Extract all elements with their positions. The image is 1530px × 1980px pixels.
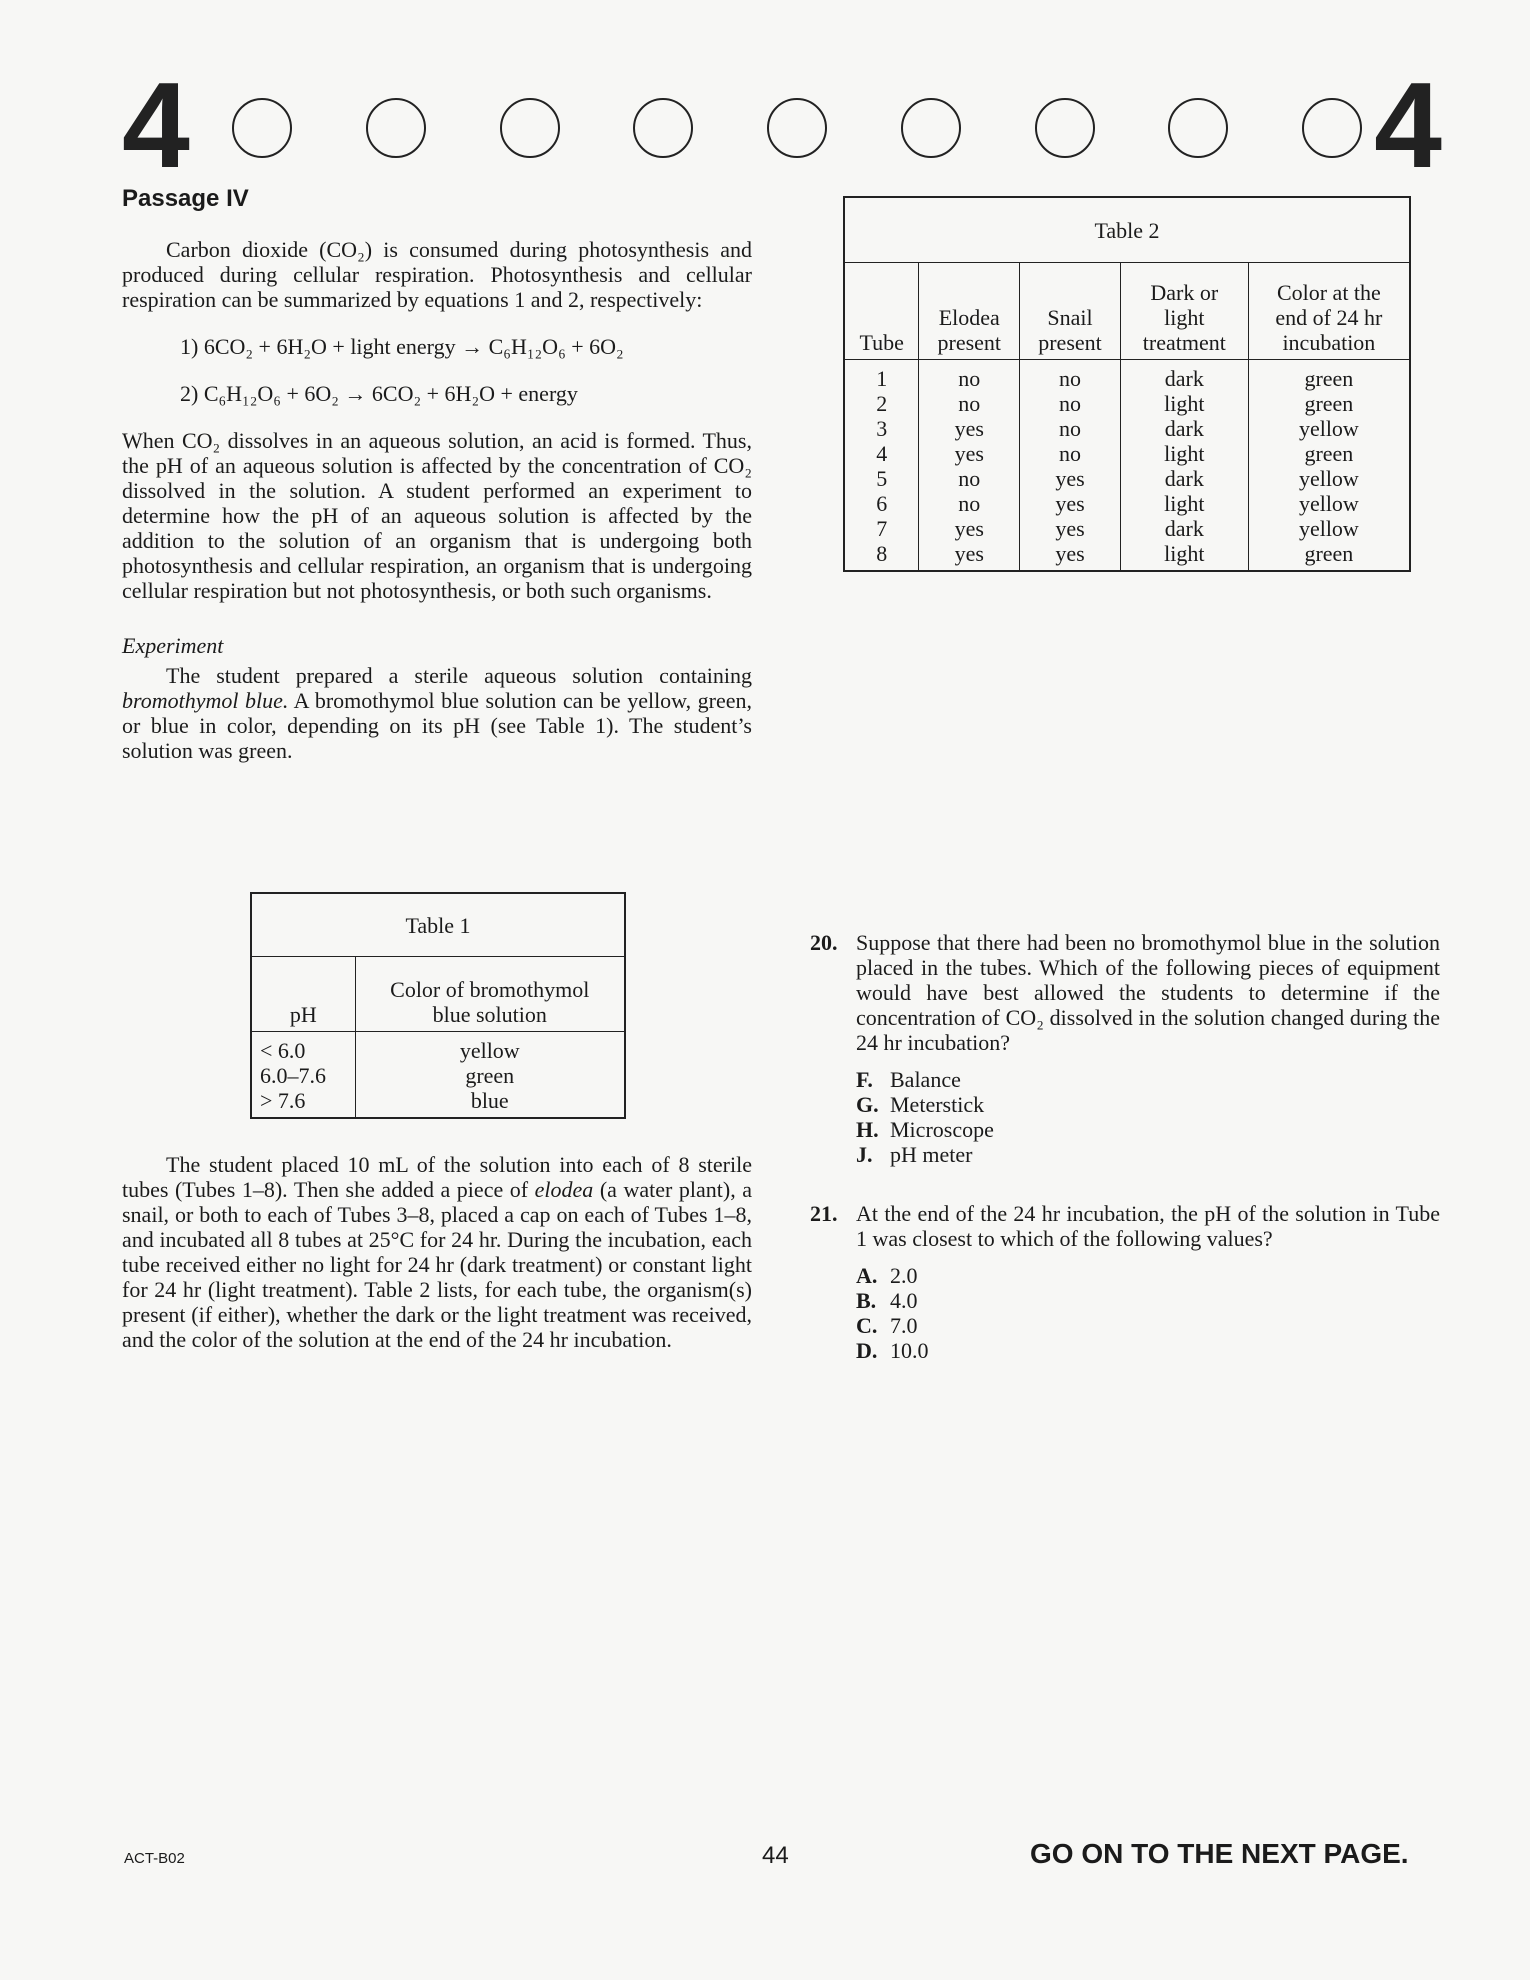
header-line: Snail bbox=[1047, 305, 1093, 330]
answer-choices bbox=[856, 1263, 1440, 1363]
footer-form-code: ACT-B02 bbox=[124, 1850, 185, 1867]
header-line: Color of bromothymol bbox=[390, 977, 590, 1002]
term-bromothymol-blue: bromothymol blue. bbox=[122, 688, 289, 713]
question-number: 21. bbox=[810, 1201, 838, 1226]
table-cell: blue bbox=[470, 1088, 509, 1113]
circle-icon bbox=[1302, 98, 1362, 158]
table-cell: yellow bbox=[1298, 416, 1359, 441]
choice-letter: F. bbox=[856, 1067, 873, 1092]
answer-choice[interactable] bbox=[856, 1338, 1440, 1363]
circle-icon bbox=[901, 98, 961, 158]
table-2-header-treatment bbox=[1120, 263, 1248, 360]
choice-text: 7.0 bbox=[890, 1313, 918, 1338]
section-number-right: 4 bbox=[1374, 57, 1442, 193]
answer-choice[interactable] bbox=[856, 1142, 1440, 1167]
table-cell: light bbox=[1164, 491, 1205, 516]
table-1-header-ph: pH bbox=[251, 957, 355, 1032]
table-2-header-tube: Tube bbox=[844, 263, 919, 360]
circle-icon bbox=[767, 98, 827, 158]
table-cell: no bbox=[958, 391, 981, 416]
equation-2: 2) C₆H₁₂O₆ + 6O₂ → 6CO₂ + 6H₂O + energy bbox=[180, 381, 578, 406]
table-cell: 6 bbox=[876, 491, 888, 516]
choice-letter: H. bbox=[856, 1117, 879, 1142]
table-cell: no bbox=[1059, 416, 1081, 441]
footer-next-page: GO ON TO THE NEXT PAGE. bbox=[1030, 1838, 1409, 1869]
table-1 bbox=[250, 892, 626, 1119]
questions-column bbox=[810, 930, 1440, 1363]
table-cell: dark bbox=[1164, 416, 1204, 441]
table-cell: 7 bbox=[876, 516, 888, 541]
answer-choice[interactable] bbox=[856, 1092, 1440, 1117]
header-line: Elodea bbox=[938, 305, 1000, 330]
header-line: blue solution bbox=[432, 1002, 547, 1027]
table-cell: > 7.6 bbox=[260, 1088, 306, 1113]
experiment-text: The student placed 10 mL of the solution into each of 8 sterile tubes (Tubes 1–8). Then she added a piece of bbox=[122, 1152, 752, 1202]
table-cell: yes bbox=[954, 541, 984, 566]
table-cell: yes bbox=[1055, 516, 1085, 541]
choice-text: 4.0 bbox=[890, 1288, 918, 1313]
table-2-caption: Table 2 bbox=[844, 197, 1410, 263]
table-cell: green bbox=[1304, 391, 1354, 416]
table-cell: < 6.0 bbox=[260, 1038, 306, 1063]
header-circles bbox=[232, 98, 1362, 158]
table-cell: yellow bbox=[1298, 466, 1359, 491]
table-cell: green bbox=[1304, 441, 1354, 466]
table-cell: green bbox=[1304, 366, 1354, 391]
table-cell: 5 bbox=[876, 466, 888, 491]
table-2 bbox=[843, 196, 1411, 572]
experiment-heading: Experiment bbox=[122, 633, 224, 658]
section-number-left: 4 bbox=[122, 57, 190, 193]
table-cell: no bbox=[1059, 441, 1081, 466]
choice-letter: D. bbox=[856, 1338, 878, 1363]
answer-choice[interactable] bbox=[856, 1117, 1440, 1142]
table-cell: no bbox=[958, 366, 981, 391]
table-cell: dark bbox=[1164, 366, 1204, 391]
table-2-snail-column bbox=[1020, 360, 1121, 572]
question-number: 20. bbox=[810, 930, 838, 955]
circle-icon bbox=[500, 98, 560, 158]
circle-icon bbox=[1168, 98, 1228, 158]
answer-choice[interactable] bbox=[856, 1263, 1440, 1288]
table-1-color-column bbox=[355, 1032, 625, 1119]
passage-column bbox=[122, 185, 752, 763]
header-line: present bbox=[937, 330, 1002, 355]
equation-1: 1) 6CO₂ + 6H₂O + light energy → C₆H₁₂O₆ + 6O₂ bbox=[180, 334, 624, 359]
table-cell: 4 bbox=[876, 441, 888, 466]
table-cell: 1 bbox=[876, 366, 888, 391]
answer-choice[interactable] bbox=[856, 1288, 1440, 1313]
table-cell: no bbox=[1059, 391, 1081, 416]
table-cell: no bbox=[958, 491, 981, 516]
answer-choice[interactable] bbox=[856, 1313, 1440, 1338]
table-2-header-elodea bbox=[919, 263, 1020, 360]
table-cell: dark bbox=[1164, 466, 1204, 491]
answer-choices bbox=[856, 1067, 1440, 1167]
header-line: end of 24 hr bbox=[1275, 305, 1383, 330]
table-cell: light bbox=[1164, 541, 1205, 566]
passage-title: Passage IV bbox=[122, 185, 249, 212]
answer-choice[interactable] bbox=[856, 1067, 1440, 1092]
table-cell: yes bbox=[954, 416, 984, 441]
choice-text: pH meter bbox=[890, 1142, 973, 1167]
choice-letter: G. bbox=[856, 1092, 879, 1117]
question-21 bbox=[810, 1201, 1440, 1363]
circle-icon bbox=[232, 98, 292, 158]
choice-letter: A. bbox=[856, 1263, 878, 1288]
table-cell: yes bbox=[954, 441, 984, 466]
choice-text: Balance bbox=[890, 1067, 961, 1092]
table-cell: 6.0–7.6 bbox=[260, 1063, 326, 1088]
header-line: light bbox=[1164, 305, 1205, 330]
table-cell: 3 bbox=[876, 416, 888, 441]
table-cell: green bbox=[465, 1063, 515, 1088]
choice-letter: C. bbox=[856, 1313, 878, 1338]
circle-icon bbox=[633, 98, 693, 158]
experiment-text: The student prepared a sterile aqueous solution containing bbox=[166, 663, 752, 688]
table-cell: no bbox=[1059, 366, 1081, 391]
table-cell: yellow bbox=[1298, 491, 1359, 516]
table-cell: no bbox=[958, 466, 981, 491]
passage-intro: Carbon dioxide (CO₂) is consumed during photosynthesis and produced during cellular respiration. Photosynthesis and cellular respiration can be summarized by equations 1 and 2, respectively: bbox=[122, 237, 752, 312]
experiment-paragraph-1 bbox=[122, 663, 752, 763]
header-line: Color at the bbox=[1276, 280, 1381, 305]
table-2-header-color bbox=[1248, 263, 1410, 360]
section-header bbox=[122, 57, 1442, 193]
table-cell: light bbox=[1164, 441, 1205, 466]
question-text: Suppose that there had been no bromothymol blue in the solution placed in the tubes. Which of the following pieces of equipment would have best allowed the students to determine if the concentration of CO₂ dissolved in the solution changed during the 24 hr incubation? bbox=[856, 930, 1440, 1055]
header-line: present bbox=[1038, 330, 1102, 355]
table-cell: yes bbox=[1055, 541, 1085, 566]
passage-column-continued bbox=[122, 1152, 752, 1352]
table-cell: 2 bbox=[876, 391, 888, 416]
table-2-tube-column bbox=[844, 360, 919, 572]
table-2-treatment-column bbox=[1120, 360, 1248, 572]
experiment-text: (a water plant), a snail, or both to each of Tubes 3–8, placed a cap on each of Tubes 1–8, and incubated all 8 tubes at 25°C for 24 hr. During the incubation, each tube received either no light for 24 hr (dark treatment) or constant light for 24 hr (light treatment). Table 2 lists, for each tube, the organism(s) present (if either), whether the dark or the light treatment was received, and the color of the solution at the end of the 24 hr incubation. bbox=[122, 1177, 752, 1352]
table-cell: yes bbox=[1055, 466, 1085, 491]
table-2-elodea-column bbox=[919, 360, 1020, 572]
table-cell: light bbox=[1164, 391, 1205, 416]
header-line: incubation bbox=[1282, 330, 1376, 355]
table-cell: green bbox=[1304, 541, 1354, 566]
choice-text: 2.0 bbox=[890, 1263, 918, 1288]
table-1-ph-column bbox=[251, 1032, 355, 1119]
choice-text: Meterstick bbox=[890, 1092, 985, 1117]
footer-page-number: 44 bbox=[762, 1842, 789, 1869]
term-elodea: elodea bbox=[534, 1177, 594, 1202]
table-cell: yes bbox=[1055, 491, 1085, 516]
table-1-caption: Table 1 bbox=[251, 893, 625, 957]
table-cell: yes bbox=[954, 516, 984, 541]
table-2-color-column bbox=[1248, 360, 1410, 572]
header-line: Dark or bbox=[1150, 280, 1219, 305]
passage-paragraph-2: When CO₂ dissolves in an aqueous solution, an acid is formed. Thus, the pH of an aqueous solution is affected by the concentration of CO₂ dissolved in the solution. A student performed an experiment to determine how the pH of an aqueous solution is affected by the addition to the solution of an organism that is undergoing both photosynthesis and cellular respiration, an organism that is undergoing cellular respiration but not photosynthesis, or both such organisms. bbox=[122, 428, 752, 603]
choice-letter: B. bbox=[856, 1288, 877, 1313]
experiment-text: A bromothymol blue solution can be yellow, green, or blue in color, depending on its pH (see Table 1). The student’s solution was green. bbox=[122, 688, 752, 763]
choice-text: Microscope bbox=[890, 1117, 994, 1142]
choice-letter: J. bbox=[856, 1142, 873, 1167]
table-1-header-color bbox=[355, 957, 625, 1032]
header-line: treatment bbox=[1142, 330, 1226, 355]
table-cell: yellow bbox=[1298, 516, 1359, 541]
table-cell: yellow bbox=[459, 1038, 520, 1063]
choice-text: 10.0 bbox=[890, 1338, 929, 1363]
question-text: At the end of the 24 hr incubation, the pH of the solution in Tube 1 was closest to which of the following values? bbox=[856, 1201, 1440, 1251]
circle-icon bbox=[1035, 98, 1095, 158]
question-20 bbox=[810, 930, 1440, 1167]
circle-icon bbox=[366, 98, 426, 158]
experiment-paragraph-2 bbox=[122, 1152, 752, 1352]
table-cell: 8 bbox=[876, 541, 888, 566]
table-2-header-snail bbox=[1020, 263, 1121, 360]
table-cell: dark bbox=[1164, 516, 1204, 541]
